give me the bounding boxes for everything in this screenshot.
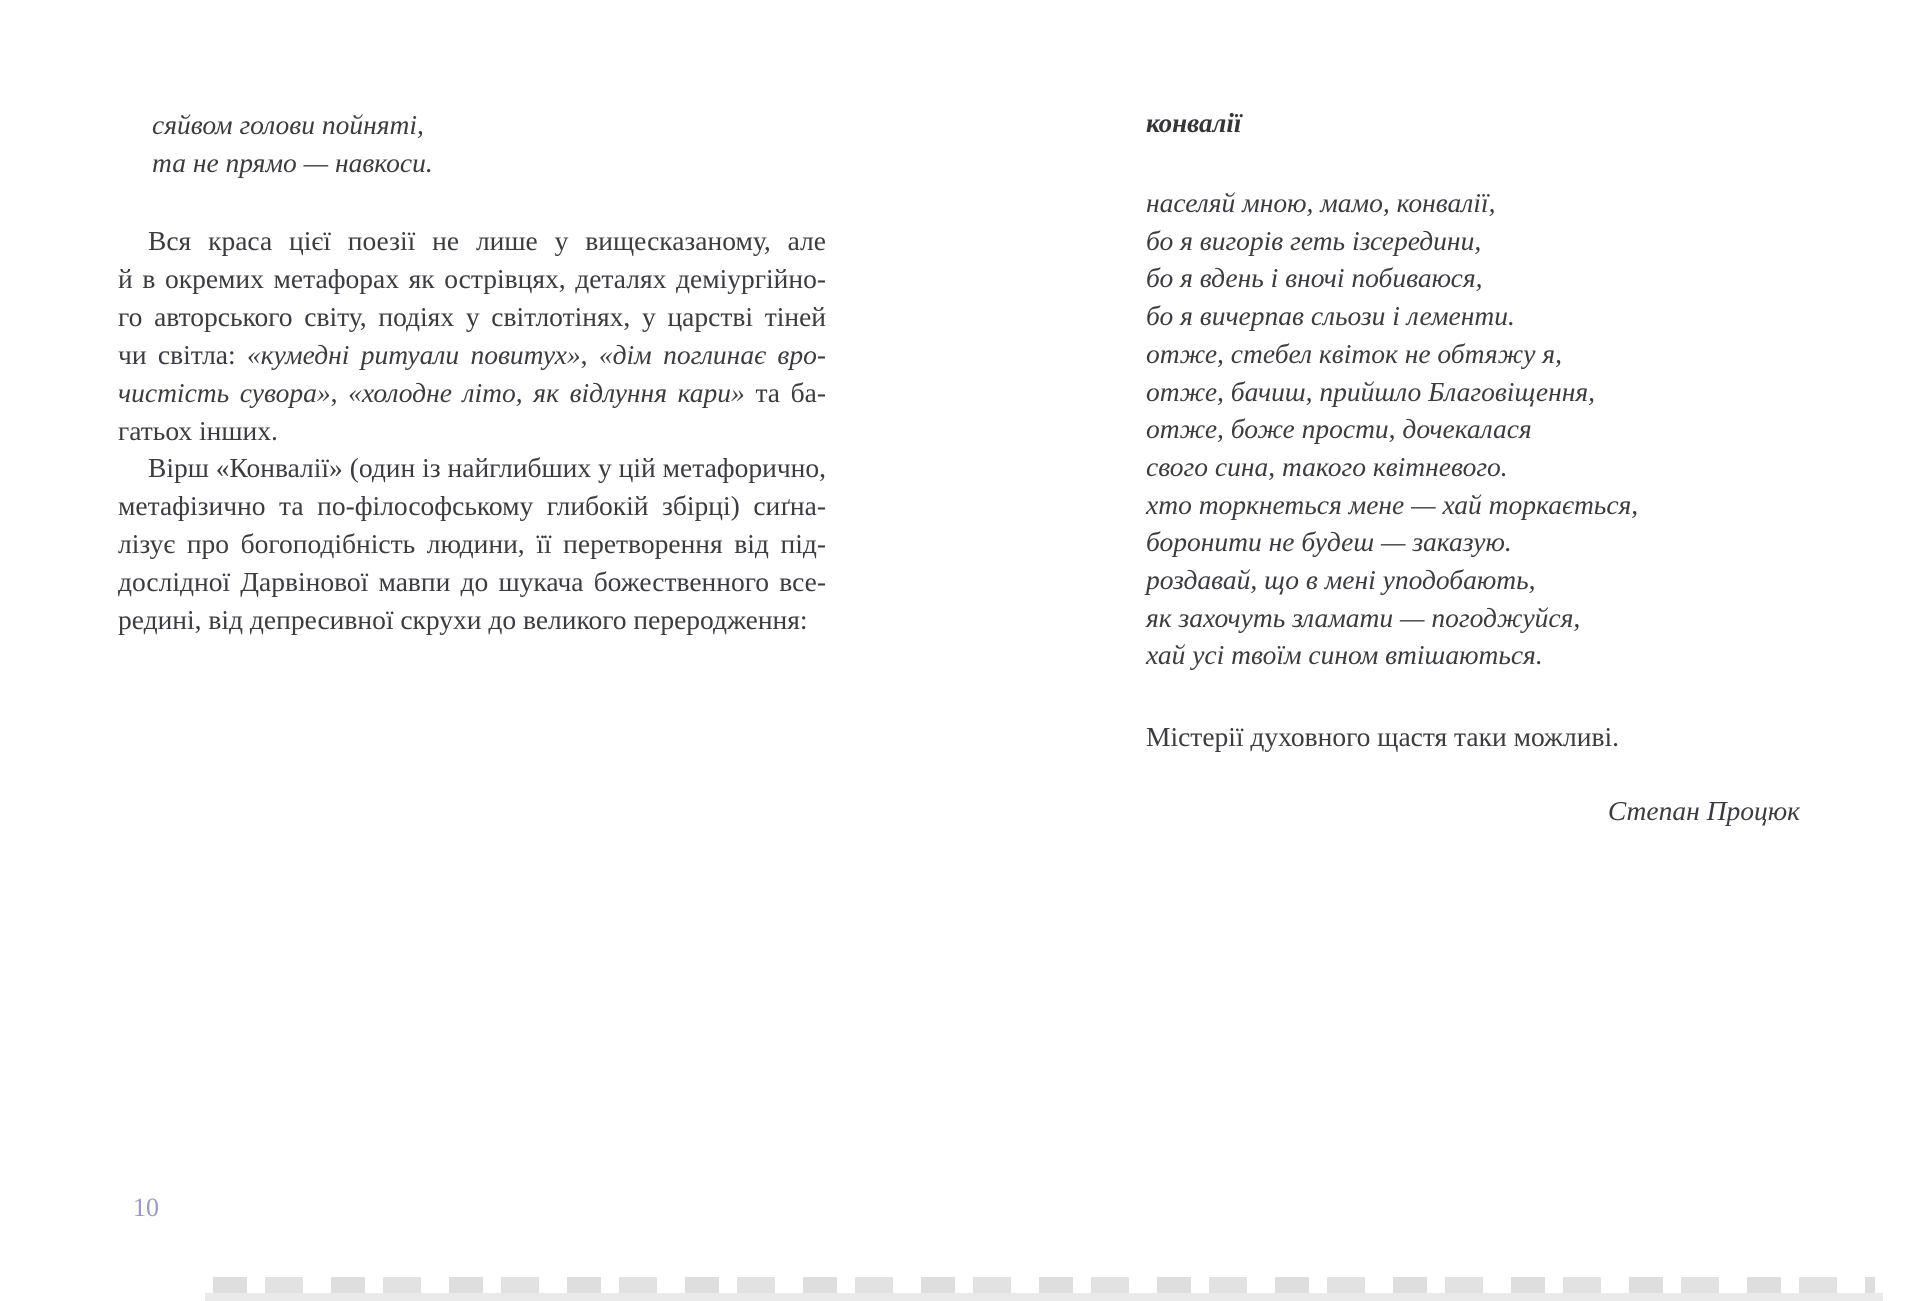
body-text: дослідної Дарвінової мавпи до шукача божественного все- — [118, 566, 826, 598]
poem-body — [1146, 184, 1806, 674]
left-page-body — [118, 222, 826, 639]
body-line — [118, 374, 826, 412]
poem-line: як захочуть зламати — погоджуйся, — [1146, 601, 1581, 633]
page-number: 10 — [133, 1193, 159, 1222]
closing-line: Містерії духовного щастя таки можливі. — [1146, 721, 1619, 752]
epigraph-line: сяйвом голови пойняті, — [152, 109, 424, 140]
author-signature: Степан Процюк — [1607, 795, 1800, 826]
body-text: , — [580, 338, 599, 370]
cutoff-text-baseline — [205, 1293, 1883, 1301]
poem-line: боронити не будеш — заказую. — [1146, 526, 1512, 558]
body-text: редині, від депресивної скрухи до великого переродження: — [118, 604, 808, 636]
body-line — [118, 525, 826, 563]
body-line — [118, 601, 826, 639]
body-text: , — [330, 376, 349, 408]
body-line — [118, 336, 826, 374]
poem-line: бо я вдень і вночі побиваюся, — [1146, 262, 1483, 294]
body-line — [118, 449, 826, 487]
poem-line: населяй мною, мамо, конвалії, — [1146, 187, 1496, 218]
body-text: й в окремих метафорах як острівцях, деталях деміургійно- — [118, 262, 826, 294]
poem-line: отже, стебел квіток не обтяжу я, — [1146, 337, 1562, 369]
body-text: лізує про богоподібність людини, її перетворення від під- — [118, 528, 826, 560]
poem-line: отже, бачиш, прийшло Благовіщення, — [1146, 375, 1596, 407]
body-text: гатьох інших. — [118, 414, 278, 446]
poem-line: хай усі твоїм сином втішаються. — [1146, 639, 1543, 671]
body-line — [118, 260, 826, 298]
poem-line: бо я вичерпав сльози і лементи. — [1146, 300, 1515, 332]
poem-line: бо я вигорів геть ізсередини, — [1146, 224, 1482, 256]
body-text: чи світла: — [118, 338, 247, 370]
body-line — [118, 412, 826, 450]
body-text: го авторського світу, подіях у світлотінях, у царстві тіней — [118, 300, 826, 332]
poem-line: хто торкнеться мене — хай торкається, — [1146, 488, 1639, 520]
body-line — [118, 298, 826, 336]
body-text: та ба- — [744, 376, 827, 408]
poem-title: конвалії — [1146, 108, 1242, 138]
epigraph-verse — [152, 106, 852, 182]
cutoff-text-strip — [213, 1277, 1875, 1301]
poem-line: роздавай, що в мені уподобають, — [1146, 564, 1536, 596]
body-line — [118, 222, 826, 260]
poem-line: отже, боже прости, дочекалася — [1146, 413, 1532, 445]
poem-line: свого сина, такого квітневого. — [1146, 450, 1508, 482]
quoted-metaphor: «дім поглинає вро- — [598, 338, 827, 370]
body-text: метафізично та по-філософському глибокій збірці) сиґна- — [118, 490, 826, 522]
body-line — [118, 563, 826, 601]
body-text: Вся краса цієї поезії не лише у вищесказаному, але — [148, 225, 826, 256]
quoted-metaphor: «холодне літо, як відлуння кари» — [348, 376, 745, 408]
quoted-metaphor: «кумедні ритуали повитух» — [247, 338, 581, 370]
epigraph-line: та не прямо — навкоси. — [152, 147, 433, 178]
body-text: Вірш «Конвалії» (один із найглибших у цій метафорично, — [148, 452, 826, 484]
body-line — [118, 487, 826, 525]
quoted-metaphor: чистість сувора» — [118, 376, 331, 408]
